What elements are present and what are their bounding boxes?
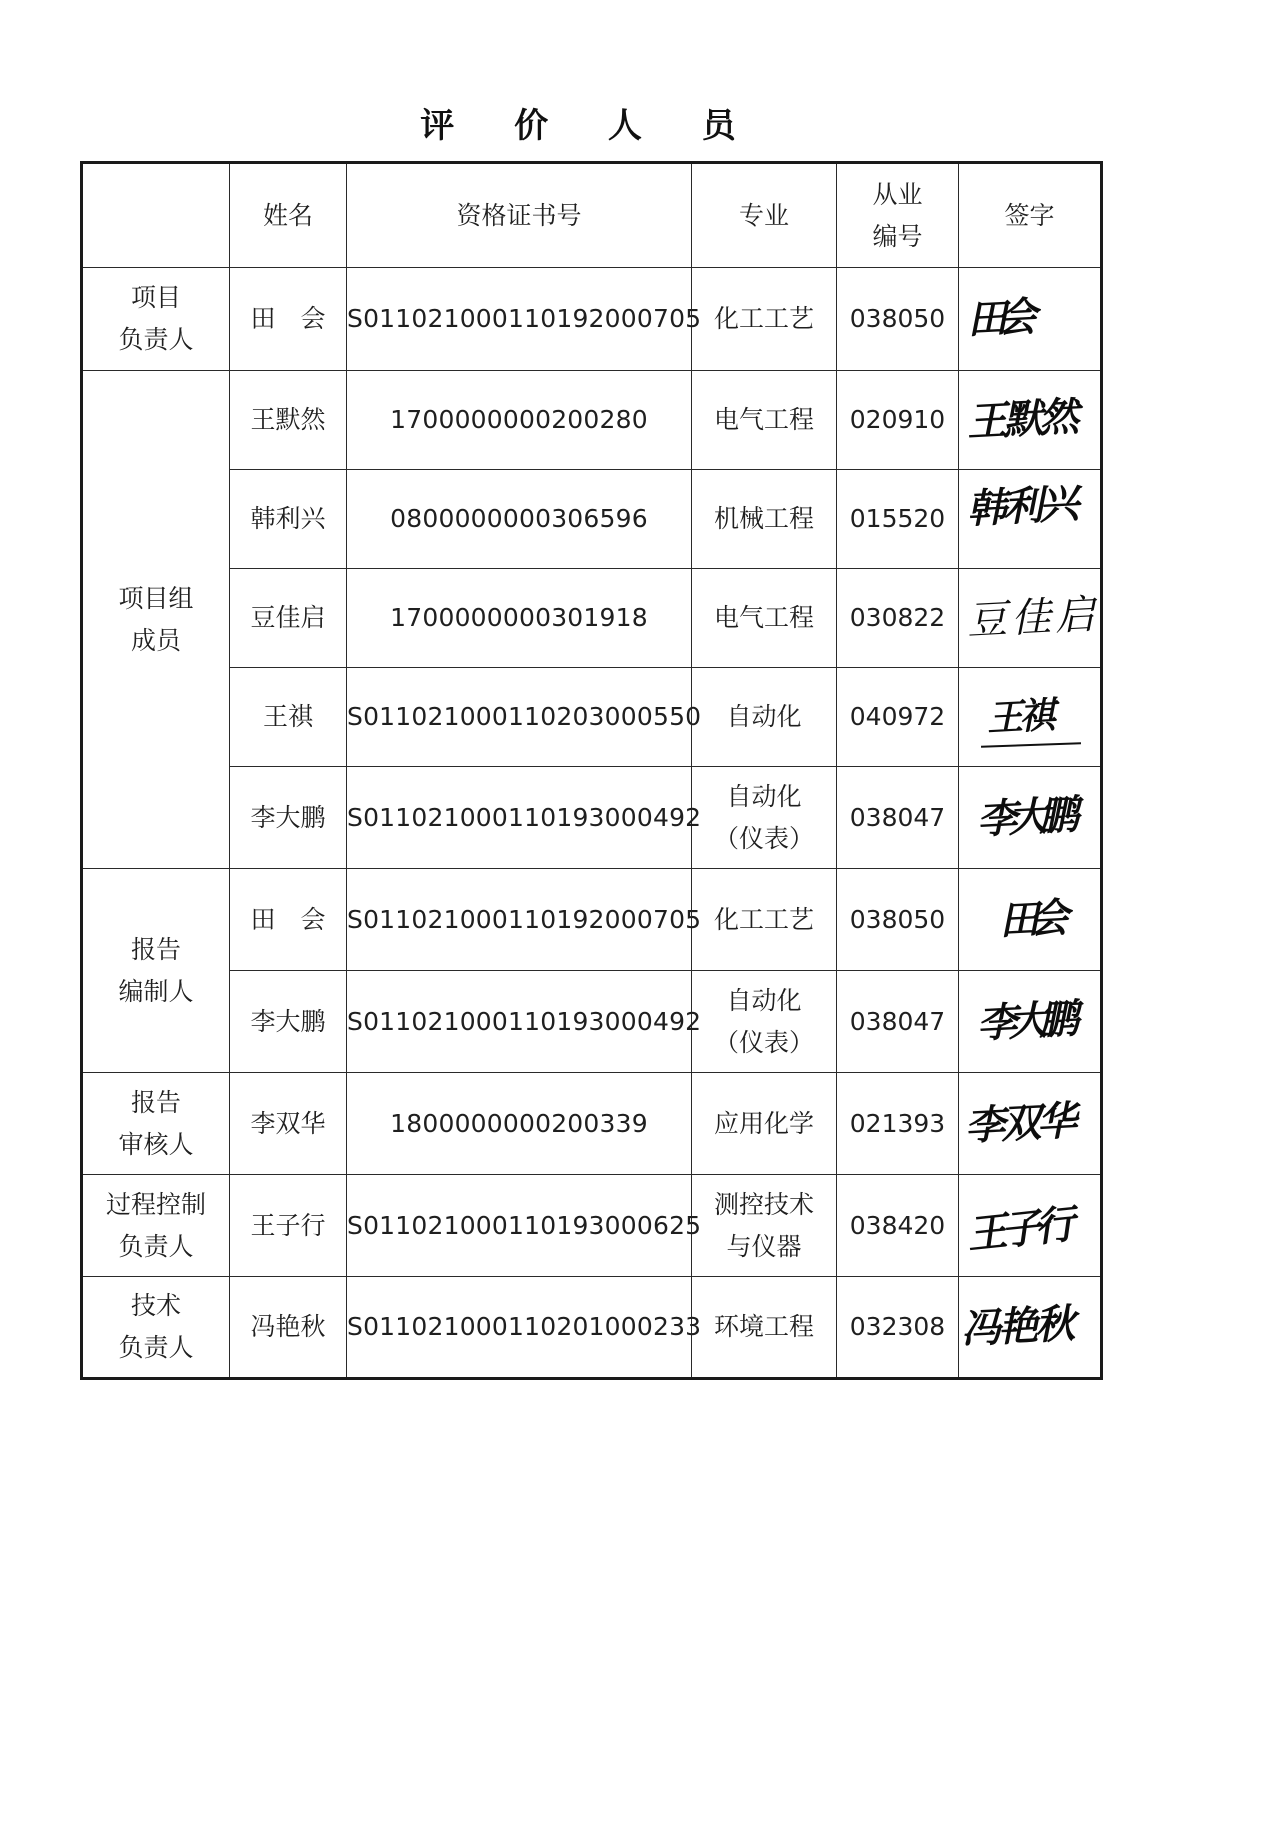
header-cert: 资格证书号 <box>347 163 692 268</box>
cell-signature <box>959 668 1102 767</box>
table-row <box>82 268 1102 371</box>
handwritten-signature: 李大鹏 <box>975 791 1072 843</box>
cell-empno: 020910 <box>837 371 959 470</box>
cell-major <box>692 268 837 371</box>
cell-cert: S011021000110193000492 <box>347 971 692 1073</box>
cell-major-line: 电气工程 <box>713 405 814 434</box>
cell-signature <box>959 1277 1102 1379</box>
header-empno <box>837 163 959 268</box>
cell-empno: 038047 <box>837 767 959 869</box>
cell-cert: S011021000110192000705 <box>347 869 692 971</box>
cell-signature <box>959 767 1102 869</box>
group-label-line: 负责人 <box>118 325 194 354</box>
cell-name: 王祺 <box>230 668 347 767</box>
header-major: 专业 <box>692 163 837 268</box>
cell-signature <box>959 1073 1102 1175</box>
cell-major-line: 与仪器 <box>726 1231 802 1261</box>
cell-major <box>692 767 837 869</box>
group-label-line: 负责人 <box>118 1333 194 1362</box>
group-label-line: 报告 <box>130 1087 181 1117</box>
handwritten-signature: 李大鹏 <box>975 995 1072 1047</box>
table-row <box>82 1073 1102 1175</box>
table-row <box>82 668 1102 767</box>
group-label-line: 项目 <box>130 283 181 312</box>
cell-cert: 1800000000200339 <box>347 1073 692 1175</box>
table-row <box>82 971 1102 1073</box>
cell-cert: 1700000000200280 <box>347 371 692 470</box>
cell-empno: 040972 <box>837 668 959 767</box>
cell-major <box>692 371 837 470</box>
cell-empno: 021393 <box>837 1073 959 1175</box>
header-empno-line1: 从业 <box>872 179 923 209</box>
cell-major-line: 机械工程 <box>713 504 814 533</box>
table-row <box>82 1277 1102 1379</box>
cell-major-line: 化工工艺 <box>713 304 814 333</box>
cell-empno: 038050 <box>837 268 959 371</box>
table-row <box>82 371 1102 470</box>
group-label-line: 报告 <box>130 934 181 964</box>
group-label-line: 编制人 <box>118 976 194 1006</box>
cell-signature <box>959 869 1102 971</box>
cell-name: 冯艳秋 <box>230 1277 347 1379</box>
table-header-row <box>82 163 1102 268</box>
table-row <box>82 569 1102 668</box>
cell-major-line: 环境工程 <box>713 1312 814 1341</box>
cell-empno: 038050 <box>837 869 959 971</box>
cell-major <box>692 1073 837 1175</box>
cell-major-line: 自动化 <box>726 985 802 1015</box>
group-label-process <box>82 1175 230 1277</box>
cell-signature <box>959 268 1102 371</box>
cell-major <box>692 1175 837 1277</box>
cell-empno: 038420 <box>837 1175 959 1277</box>
group-label-line: 成员 <box>130 625 181 655</box>
cell-major-line: 应用化学 <box>713 1108 814 1138</box>
handwritten-signature: 王子行 <box>964 1200 1072 1258</box>
group-label-reviewer <box>82 1073 230 1175</box>
handwritten-signature: 冯艳秋 <box>959 1300 1074 1353</box>
cell-major <box>692 1277 837 1379</box>
group-label-tech <box>82 1277 230 1379</box>
group-label-line: 负责人 <box>118 1231 194 1261</box>
header-role <box>82 163 230 268</box>
cell-empno: 030822 <box>837 569 959 668</box>
cell-name: 田 会 <box>230 869 347 971</box>
group-label-line: 技术 <box>130 1291 181 1320</box>
cell-major-line: （仪表） <box>713 1027 814 1057</box>
cell-major-line: （仪表） <box>713 823 814 853</box>
cell-name: 韩利兴 <box>230 470 347 569</box>
cell-name: 王子行 <box>230 1175 347 1277</box>
evaluator-table <box>80 161 1103 1380</box>
table-row <box>82 470 1102 569</box>
cell-cert: 1700000000301918 <box>347 569 692 668</box>
cell-major-line: 自动化 <box>726 702 802 731</box>
header-empno-line2: 编号 <box>872 221 923 251</box>
group-label-leader <box>82 268 230 371</box>
cell-major-line: 电气工程 <box>713 603 814 632</box>
cell-cert: S011021000110193000492 <box>347 767 692 869</box>
handwritten-signature: 王默然 <box>965 393 1077 446</box>
cell-name: 李大鹏 <box>230 971 347 1073</box>
handwritten-signature: 韩利兴 <box>965 480 1077 534</box>
cell-major <box>692 971 837 1073</box>
handwritten-signature: 田会 <box>965 293 1029 344</box>
header-signature: 签字 <box>959 163 1102 268</box>
cell-major-line: 自动化 <box>726 781 802 811</box>
cell-empno: 015520 <box>837 470 959 569</box>
cell-cert: S011021000110201000233 <box>347 1277 692 1379</box>
cell-name: 田 会 <box>230 268 347 371</box>
cell-empno: 038047 <box>837 971 959 1073</box>
handwritten-signature: 田会 <box>997 893 1061 945</box>
cell-major-line: 化工工艺 <box>713 904 814 934</box>
cell-signature <box>959 371 1102 470</box>
signature-underline <box>981 742 1081 747</box>
cell-name: 王默然 <box>230 371 347 470</box>
table-row <box>82 767 1102 869</box>
cell-cert: S011021000110192000705 <box>347 268 692 371</box>
cell-name: 豆佳启 <box>230 569 347 668</box>
cell-major-line: 测控技术 <box>713 1189 814 1219</box>
handwritten-signature: 豆佳启 <box>965 591 1101 645</box>
table-row <box>82 869 1102 971</box>
handwritten-signature: 李双华 <box>963 1096 1075 1150</box>
group-label-writers <box>82 869 230 1073</box>
cell-empno: 032308 <box>837 1277 959 1379</box>
cell-signature <box>959 971 1102 1073</box>
page-title: 评 价 人 员 <box>420 106 760 146</box>
group-label-line: 审核人 <box>118 1129 194 1159</box>
group-label-members <box>82 371 230 869</box>
cell-major <box>692 569 837 668</box>
cell-cert: 0800000000306596 <box>347 470 692 569</box>
cell-name: 李大鹏 <box>230 767 347 869</box>
group-label-line: 项目组 <box>118 583 194 613</box>
cell-signature <box>959 470 1102 569</box>
handwritten-signature: 王祺 <box>985 694 1053 740</box>
cell-signature <box>959 1175 1102 1277</box>
cell-name: 李双华 <box>230 1073 347 1175</box>
cell-cert: S011021000110203000550 <box>347 668 692 767</box>
cell-signature <box>959 569 1102 668</box>
cell-major <box>692 470 837 569</box>
cell-major <box>692 668 837 767</box>
table-row <box>82 1175 1102 1277</box>
cell-cert: S011021000110193000625 <box>347 1175 692 1277</box>
header-name: 姓名 <box>230 163 347 268</box>
cell-major <box>692 869 837 971</box>
group-label-line: 过程控制 <box>105 1189 206 1219</box>
